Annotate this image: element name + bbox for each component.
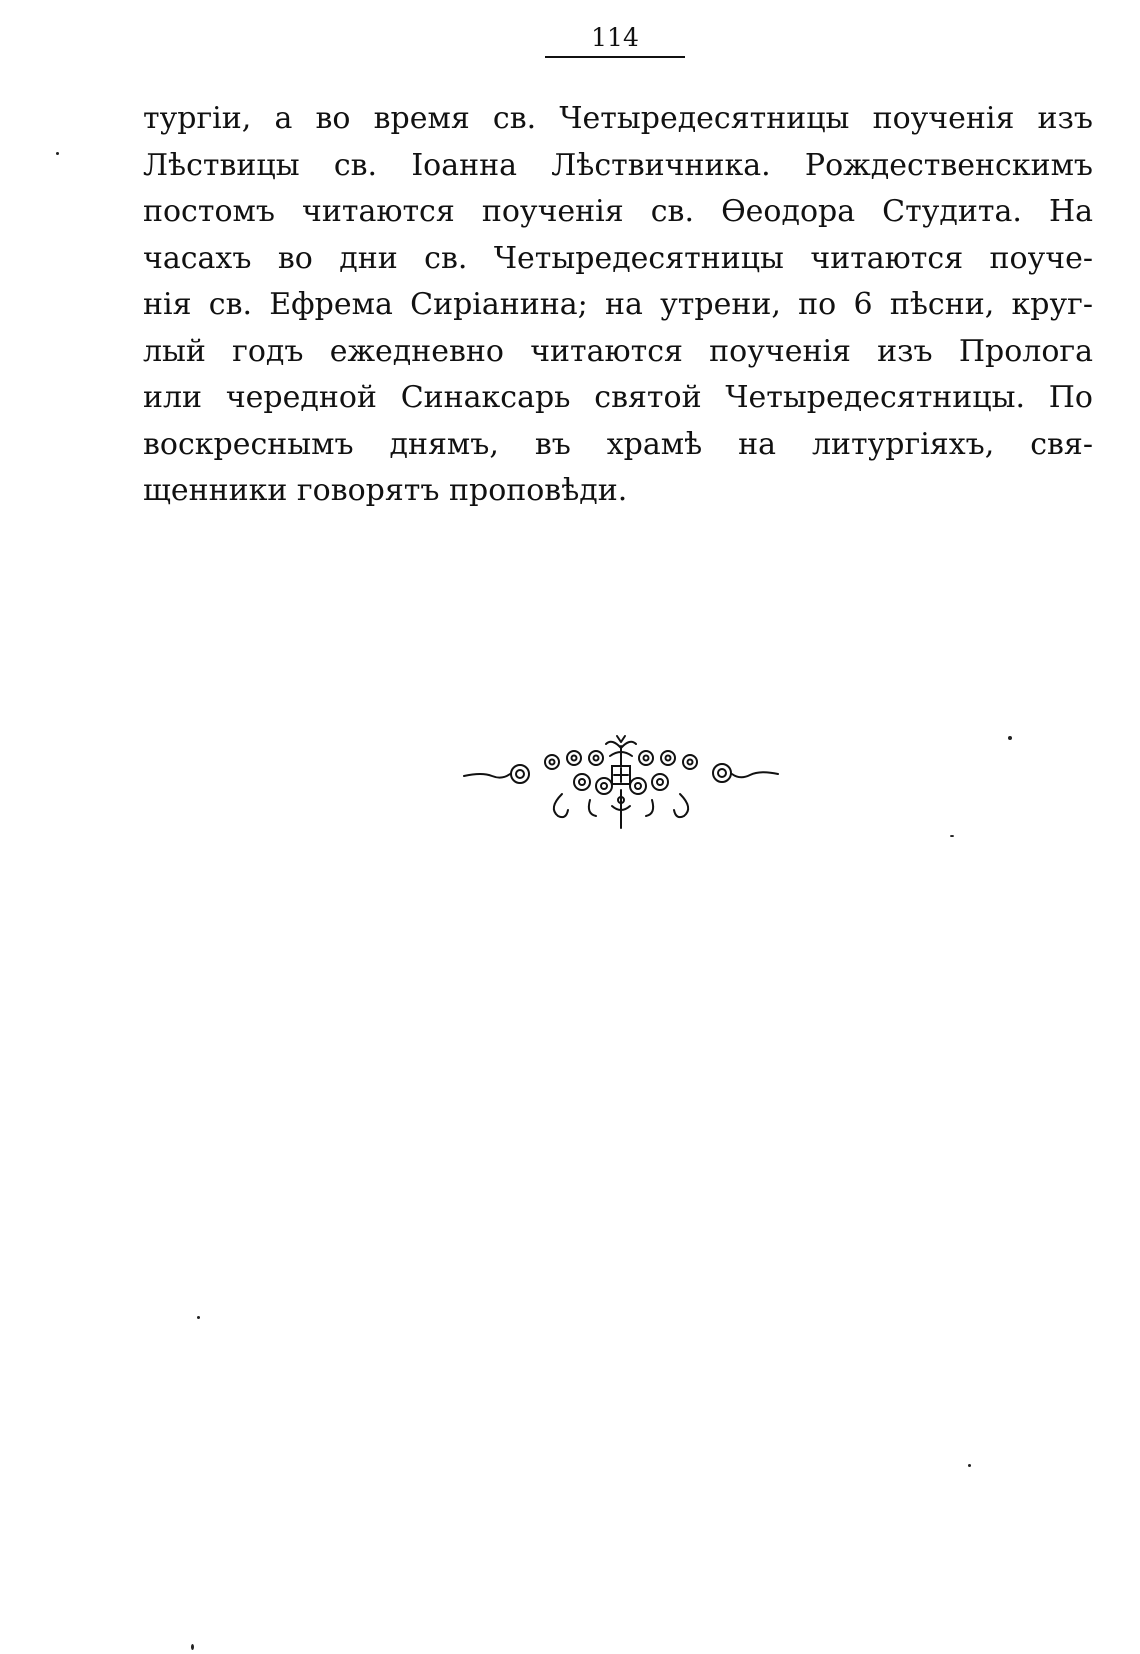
text-line: нiя св. Ефрема Сирiанина; на утрени, по 6 пѣсни, круг- [143,287,1093,322]
floral-vignette-icon [462,734,780,832]
text-line: Лѣствицы св. Iоанна Лѣствичника. Рождественскимъ [143,147,1093,183]
page-number-rule [545,56,685,58]
text-line: тургiи, а во время св. Четыредесятницы поученiя изъ [143,101,1093,136]
text-line: лый годъ ежедневно читаются поученiя изъ Пролога [143,333,1093,369]
scan-speck [56,152,59,155]
scan-speck [191,1644,194,1650]
scan-speck [950,835,954,837]
scan-speck [1008,736,1012,740]
page-number: 114 [591,23,639,52]
text-line: постомъ читаются поученiя св. Ѳеодора Студита. На [143,194,1093,229]
body-paragraph [143,96,1093,515]
text-line: или чередной Синаксарь святой Четыредесятницы. По [143,380,1093,415]
text-line: часахъ во дни св. Четыредесятницы читаются поуче- [143,240,1093,276]
text-line: щенники говорятъ проповѣди. [143,473,628,508]
scan-speck [968,1464,971,1467]
text-line: воскреснымъ днямъ, въ храмѣ на литургiяхъ, свя- [143,426,1093,462]
scan-speck [197,1316,200,1319]
